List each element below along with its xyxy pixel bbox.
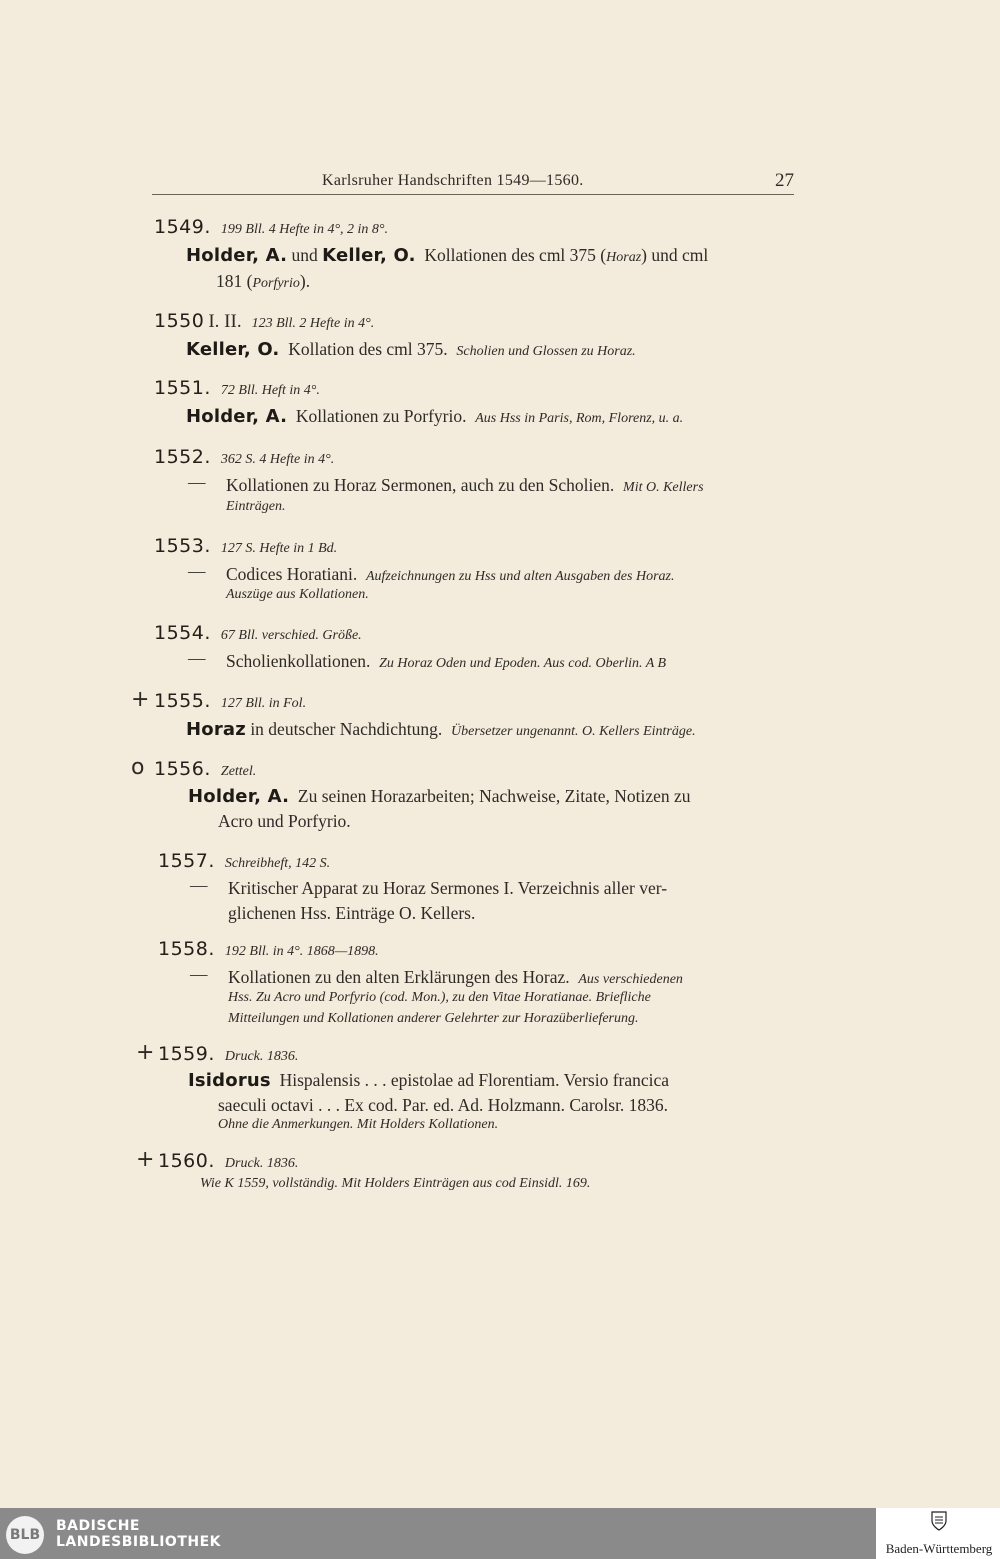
entry-number: 1555.: [154, 690, 211, 712]
entry-number: 1557.: [158, 850, 215, 872]
blb-logo[interactable]: BLB: [6, 1516, 44, 1554]
entry-number: 1552.: [154, 446, 211, 468]
physical-description: Druck. 1836.: [224, 1156, 299, 1171]
entry-body-line2: glichenen Hss. Einträge O. Kellers.: [228, 903, 476, 923]
entry-text: Hispalensis . . . epistolae ad Florentiam. Versio francica: [279, 1070, 670, 1090]
entry-number: 1560.: [158, 1150, 215, 1172]
entry-number: 1551.: [154, 377, 211, 399]
entry-number: 1549.: [154, 216, 211, 238]
entry-text: Codices Horatiani.: [226, 564, 358, 584]
physical-description: 123 Bll. 2 Hefte in 4°.: [251, 316, 375, 331]
entry-note-line2: Hss. Zu Acro und Porfyrio (cod. Mon.), zu den Vitae Horatianae. Briefliche: [228, 990, 651, 1005]
physical-description: 199 Bll. 4 Hefte in 4°, 2 in 8°.: [220, 222, 389, 237]
ditto-dash: —: [190, 875, 208, 895]
entry-text: Kritischer Apparat zu Horaz Sermones I. Verzeichnis aller ver-: [228, 878, 668, 898]
entry-note: Aus Hss in Paris, Rom, Florenz, u. a.: [475, 411, 684, 426]
entry-author: Holder, A.: [186, 245, 288, 266]
physical-description: 127 Bll. in Fol.: [220, 696, 307, 711]
entry-text: Scholienkollationen.: [226, 651, 371, 671]
entry-author: Keller, O.: [322, 245, 416, 266]
entry-body: [186, 242, 708, 271]
entry-body-line2: [216, 268, 310, 297]
running-head: [152, 172, 794, 195]
entry-number: 1553.: [154, 535, 211, 557]
entry-text-italic: Horaz: [606, 250, 642, 265]
physical-description: 72 Bll. Heft in 4°.: [220, 383, 320, 398]
entry-text: Kollation des cml 375.: [288, 339, 448, 359]
entry-note-line2: Einträgen.: [226, 499, 286, 514]
entry-note: Mit O. Kellers: [623, 480, 704, 495]
entry-number: 1556.: [154, 758, 211, 780]
entry-author: Isidorus: [188, 1070, 271, 1091]
conjunction: und: [291, 245, 318, 265]
ditto-dash: —: [188, 472, 206, 492]
entry-note: Aus verschiedenen: [578, 972, 683, 987]
entry-note: Zu Horaz Oden und Epoden. Aus cod. Oberlin. A B: [379, 656, 667, 671]
page-number: 27: [775, 170, 794, 191]
running-head-title: Karlsruher Handschriften 1549—1560.: [322, 172, 584, 189]
entry-text-italic: Porfyrio: [252, 276, 300, 291]
state-logo-panel[interactable]: [876, 1508, 1000, 1559]
entry-marker: +: [136, 1147, 155, 1172]
entry-note: Scholien und Glossen zu Horaz.: [456, 344, 636, 359]
library-name: [56, 1518, 221, 1550]
entry-note: Aufzeichnungen zu Hss und alten Ausgaben des Horaz.: [365, 569, 675, 584]
entry-volume-numerals: I. II.: [208, 311, 242, 332]
entry-note-line2: Auszüge aus Kollationen.: [226, 587, 369, 602]
entry-body: [186, 716, 696, 745]
entry-text: Kollationen zu Horaz Sermonen, auch zu den Scholien.: [226, 475, 615, 495]
library-name-line2: LANDESBIBLIOTHEK: [56, 1534, 222, 1550]
entry-text: Zu seinen Horazarbeiten; Nachweise, Zitate, Notizen zu: [297, 786, 691, 806]
entry-author: Horaz: [186, 719, 246, 740]
entry-text: ) und cml: [641, 245, 709, 265]
entry-note: Übersetzer ungenannt. O. Kellers Einträge.: [451, 724, 696, 739]
entry-body: [228, 875, 667, 901]
entry-author: Keller, O.: [186, 339, 280, 360]
physical-description: Schreibheft, 142 S.: [224, 856, 331, 871]
library-footer-bar: [0, 1508, 1000, 1559]
entry-author: Holder, A.: [188, 786, 290, 807]
entry-number: 1554.: [154, 622, 211, 644]
entry-marker: +: [136, 1040, 155, 1065]
physical-description: Druck. 1836.: [224, 1049, 299, 1064]
entry-note: Wie K 1559, vollständig. Mit Holders Einträgen aus cod Einsidl. 169.: [200, 1176, 591, 1191]
entry-body: [188, 783, 691, 810]
entry-number: 1558.: [158, 938, 215, 960]
entry-body: [188, 1067, 669, 1094]
entry-number: 1550: [154, 310, 205, 332]
entry-author: Holder, A.: [186, 406, 288, 427]
library-name-line1: BADISCHE: [56, 1518, 140, 1534]
ditto-dash: —: [188, 648, 206, 668]
entry-body: [226, 472, 704, 501]
entry-body: [186, 336, 636, 365]
physical-description: 127 S. Hefte in 1 Bd.: [220, 541, 338, 556]
entry-note: Ohne die Anmerkungen. Mit Holders Kollationen.: [218, 1117, 499, 1132]
entry-body-line2: saeculi octavi . . . Ex cod. Par. ed. Ad. Holzmann. Carolsr. 1836.: [218, 1095, 669, 1115]
entry-body: [226, 648, 666, 677]
entry-body-line2: Acro und Porfyrio.: [218, 811, 351, 831]
entry-text: in deutscher Nachdichtung.: [250, 719, 443, 739]
entry-number: 1559.: [158, 1043, 215, 1065]
ditto-dash: —: [190, 964, 208, 984]
entry-marker: +: [131, 687, 150, 712]
entry-note-line3: Mitteilungen und Kollationen anderer Gelehrter zur Horazüberlieferung.: [228, 1011, 639, 1026]
entry-body: [186, 403, 683, 432]
entry-text: ).: [299, 271, 311, 291]
physical-description: 67 Bll. verschied. Größe.: [220, 628, 362, 643]
entry-text: Kollationen zu den alten Erklärungen des Horaz.: [228, 967, 570, 987]
entry-text: 181 (: [216, 271, 253, 291]
state-name: Baden-Württemberg: [885, 1541, 993, 1556]
physical-description: Zettel.: [220, 764, 257, 779]
entry-text: Kollationen zu Porfyrio.: [295, 406, 467, 426]
physical-description: 362 S. 4 Hefte in 4°.: [220, 452, 335, 467]
physical-description: 192 Bll. in 4°. 1868—1898.: [224, 944, 379, 959]
entry-text: Kollationen des cml 375 (: [424, 245, 607, 265]
ditto-dash: —: [188, 561, 206, 581]
entry-marker: o: [131, 755, 145, 780]
coat-of-arms-icon: [931, 1511, 947, 1531]
